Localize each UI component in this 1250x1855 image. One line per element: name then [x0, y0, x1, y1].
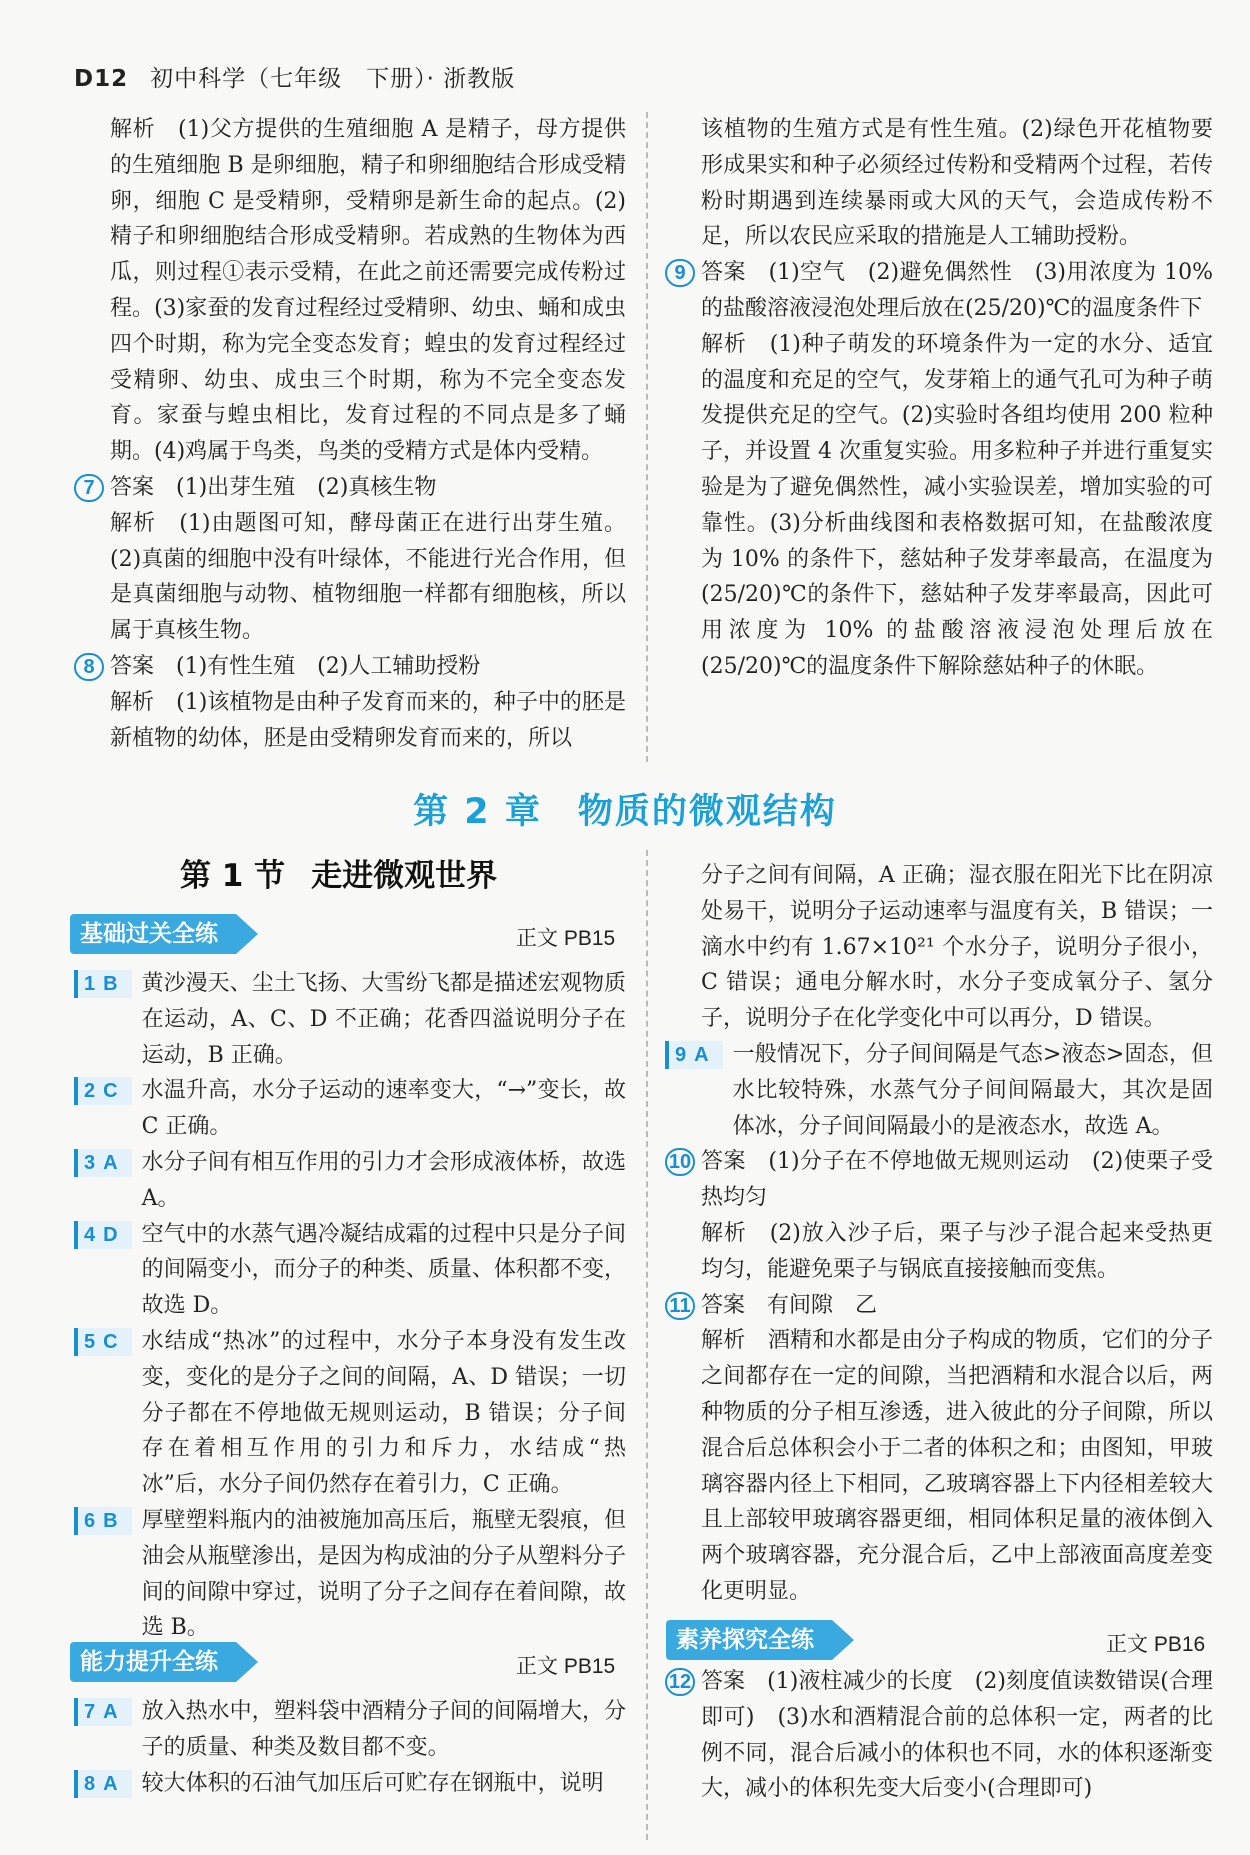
q8-explanation: 解析 (1)该植物是由种子发育而来的，种子中的胚是新植物的幼体，胚是由受精卵发育而来的，所以	[110, 689, 626, 751]
section-number: 第 1 节	[180, 858, 286, 894]
list-item: 4D 空气中的水蒸气遇冷凝结成霜的过程中只是分子间的间隔变小，而分子的种类、质量、体积都不变，故选 D。	[74, 1217, 626, 1324]
ability-list	[74, 1694, 626, 1801]
ref-pb15-a: 正文 PB15	[516, 927, 616, 950]
q7-number: 7	[74, 474, 104, 502]
list-item: 2C 水温升高，水分子运动的速率变大，“→”变长，故 C 正确。	[74, 1073, 626, 1145]
section-name: 走进微观世界	[311, 858, 498, 894]
top-right-column	[665, 112, 1213, 685]
q12-block	[665, 1664, 1213, 1807]
chapter-name: 物质的微观结构	[577, 792, 837, 832]
q8-explanation-cont: 该植物的生殖方式是有性生殖。(2)绿色开花植物要形成果实和种子必须经过传粉和受精两个过程，若传粉时期遇到连续暴雨或大风的天气，会造成传粉不足，所以农民应采取的措施是人工辅助授粉。	[701, 117, 1213, 250]
column-divider-top	[646, 112, 648, 762]
q8-explanation-cont2: 分子之间有间隔，A 正确；湿衣服在阳光下比在阴凉处易干，说明分子运动速率与温度有关，B 错误；一滴水中约有 1.67×10²¹ 个水分子，说明分子很小，C 错误；通电分解水时，水分子变成氧分子、氢分子，说明分子在化学变化中可以再分，D 错误。	[701, 863, 1213, 1032]
list-item: 3A 水分子间有相互作用的引力才会形成液体桥，故选 A。	[74, 1145, 626, 1217]
bottom-left-column	[74, 966, 626, 1646]
q8-number: 8	[74, 653, 104, 681]
q10-answer: 10 答案 (1)分子在不停地做无规则运动 (2)使栗子受热均匀	[665, 1144, 1213, 1216]
page-number: D12	[74, 66, 129, 92]
q7-answer: 7 答案 (1)出芽生殖 (2)真核生物	[74, 470, 626, 506]
q12-answer: 12 答案 (1)液柱减少的长度 (2)刻度值读数错误(合理即可) (3)水和酒精混合前的总体积一定，两者的比例不同，混合后减小的体积也不同，水的体积逐渐变大，减小的体积先变大后变小(合理即可)	[665, 1664, 1213, 1807]
q7-explanation: 解析 (1)由题图可知，酵母菌正在进行出芽生殖。(2)真菌的细胞中没有叶绿体，不能进行光合作用，但是真菌细胞与动物、植物细胞一样都有细胞核，所以属于真核生物。	[110, 510, 626, 644]
list-item: 8A 较大体积的石油气加压后可贮存在钢瓶中，说明	[74, 1766, 626, 1802]
q9-explanation: 解析 (1)种子萌发的环境条件为一定的水分、适宜的温度和充足的空气，发芽箱上的通气孔可为种子萌发提供充足的空气。(2)实验时各组均使用 200 粒种子，并设置 4 次重复实验。用多粒种子并进行重复实验是为了避免偶然性，减小实验误差，增加实验的可靠性。(3)分析曲线图和表格数据可知，在盐酸浓度为 10% 的条件下，慈姑种子发芽率最高，在温度为(25/20)℃的条件下，慈姑种子发芽率最高，因此可用浓度为 10% 的盐酸溶液浸泡处理后放在(25/20)℃的温度条件下解除慈姑种子的休眠。	[701, 331, 1213, 679]
list-item: 1B 黄沙漫天、尘土飞扬、大雪纷飞都是描述宏观物质在运动，A、C、D 不正确；花香四溢说明分子在运动，B 正确。	[74, 966, 626, 1073]
ref-pb15-b: 正文 PB15	[516, 1655, 616, 1678]
ref-pb16: 正文 PB16	[1106, 1633, 1206, 1656]
column-divider-bottom	[646, 850, 648, 1840]
list-item: 5C 水结成“热冰”的过程中，水分子本身没有发生改变，变化的是分子之间的间隔，A、D 错误；一切分子都在不停地做无规则运动，B 错误；分子间存在着相互作用的引力和斥力，水结成“热冰”后，水分子间仍然存在着引力，C 正确。	[74, 1324, 626, 1503]
basic-list	[74, 966, 626, 1646]
q10-number: 10	[665, 1148, 695, 1176]
list-item: 6B 厚壁塑料瓶内的油被施加高压后，瓶壁无裂痕，但油会从瓶壁渗出，是因为构成油的分子从塑料分子间的间隙中穿过，说明了分子之间存在着间隙，故选 B。	[74, 1503, 626, 1646]
q9-answer: 9 答案 (1)空气 (2)避免偶然性 (3)用浓度为 10% 的盐酸溶液浸泡处理后放在(25/20)℃的温度条件下	[665, 255, 1213, 327]
q6-explanation: 解析 (1)父方提供的生殖细胞 A 是精子，母方提供的生殖细胞 B 是卵细胞，精子和卵细胞结合形成受精卵，细胞 C 是受精卵，受精卵是新生命的起点。(2)精子和卵细胞结合形成受精卵。若成熟的生物体为西瓜，则过程①表示受精，在此之前还需要完成传粉过程。(3)家蚕的发育过程经过受精卵、幼虫、蛹和成虫四个时期，称为完全变态发育；蝗虫的发育过程经过受精卵、幼虫、成虫三个时期，称为不完全变态发育。家蚕与蝗虫相比，发育过程的不同点是多了蛹期。(4)鸡属于鸟类，鸟类的受精方式是体内受精。	[110, 117, 626, 465]
chapter-number: 第 2 章	[413, 792, 542, 832]
banner-ability: 能力提升全练	[70, 1642, 236, 1682]
chapter-title	[0, 784, 1250, 834]
q11-number: 11	[665, 1292, 695, 1320]
bottom-right-column	[665, 858, 1213, 1610]
banner-inquiry: 素养探究全练	[666, 1620, 832, 1660]
book-title: 初中科学（七年级 下册）· 浙教版	[150, 66, 516, 92]
q11-answer: 11 答案 有间隙 乙	[665, 1288, 1213, 1324]
list-item: 7A 放入热水中，塑料袋中酒精分子间的间隔增大，分子的质量、种类及数目都不变。	[74, 1694, 626, 1766]
top-left-column	[74, 112, 626, 756]
q10-explanation: 解析 (2)放入沙子后，栗子与沙子混合起来受热更均匀，能避免栗子与锅底直接接触而变焦。	[701, 1220, 1213, 1282]
q11-explanation: 解析 酒精和水都是由分子构成的物质，它们的分子之间都存在一定的间隙，当把酒精和水混合以后，两种物质的分子相互渗透，进入彼此的分子间隙，所以混合后总体积会小于二者的体积之和；由图知，甲玻璃容器内径上下相同，乙玻璃容器上下内径相差较大且上部较甲玻璃容器更细，相同体积足量的液体倒入两个玻璃容器，充分混合后，乙中上部液面高度差变化更明显。	[701, 1328, 1213, 1604]
q12-number: 12	[665, 1668, 695, 1696]
q8-answer: 8 答案 (1)有性生殖 (2)人工辅助授粉	[74, 649, 626, 685]
q9-item: 9A 一般情况下，分子间间隔是气态>液态>固态，但水比较特殊，水蒸气分子间间隔最大，其次是固体冰，分子间间隔最小的是液态水，故选 A。	[665, 1037, 1213, 1144]
section-title	[180, 850, 523, 895]
banner-basic: 基础过关全练	[70, 914, 236, 954]
q9-number: 9	[665, 259, 695, 287]
page-header	[74, 60, 515, 93]
